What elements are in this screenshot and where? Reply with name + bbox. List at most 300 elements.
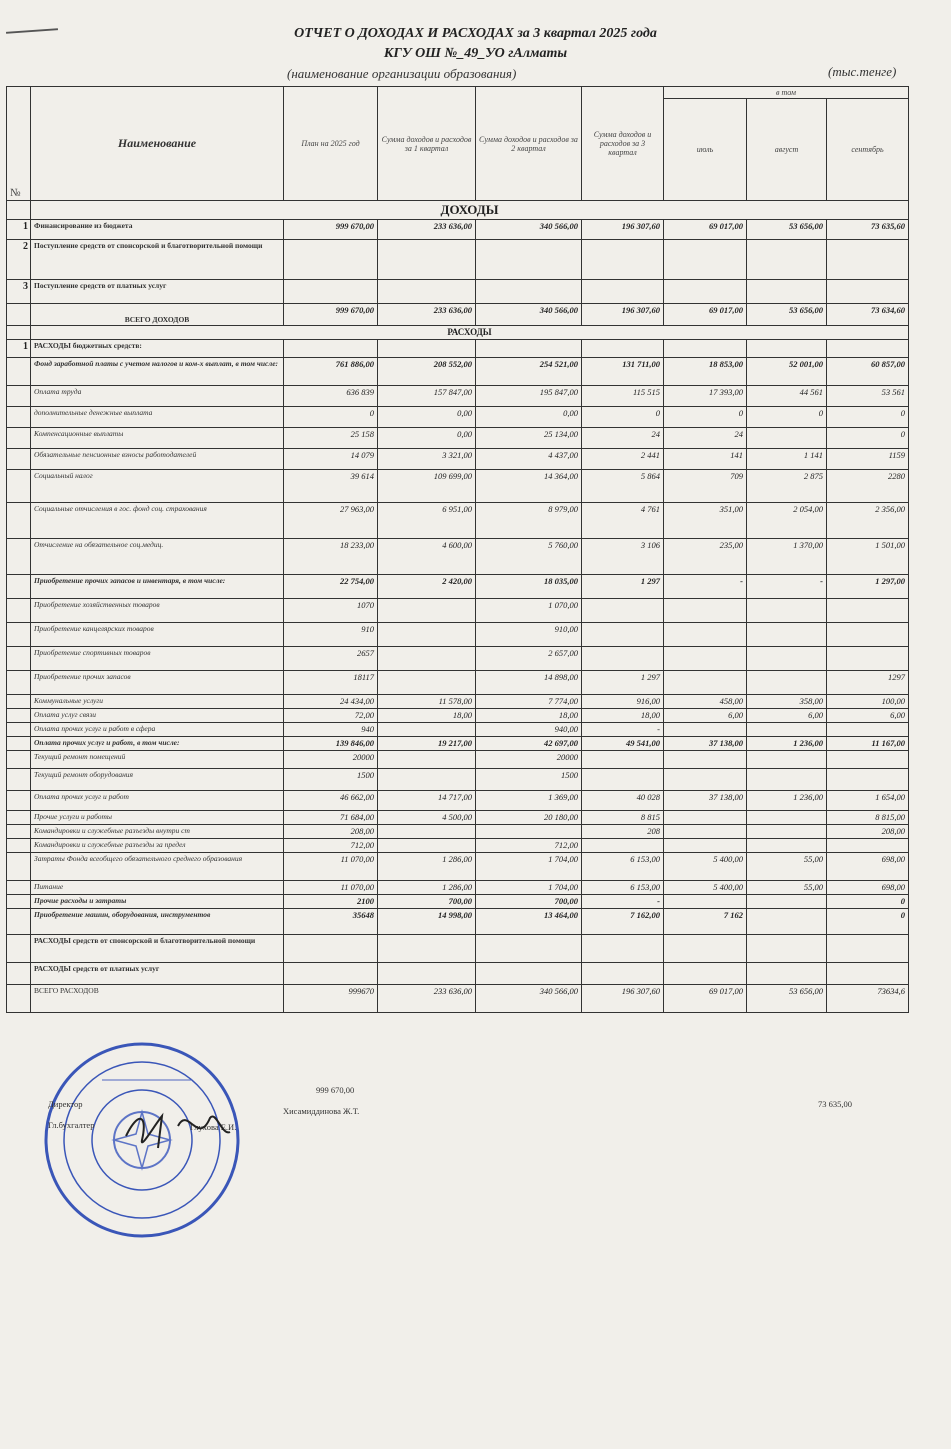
row-name: Оплата услуг связи [31, 709, 284, 723]
report-body [7, 201, 909, 1013]
table-row [7, 599, 909, 623]
value-cell: 13 464,00 [476, 909, 582, 935]
value-cell: 208 [582, 825, 664, 839]
value-cell: 0 [827, 909, 909, 935]
accountant-name: Глухова Е.И. [190, 1122, 237, 1132]
table-row [7, 539, 909, 575]
value-cell: 1 297,00 [827, 575, 909, 599]
value-cell [378, 671, 476, 695]
row-number [7, 428, 31, 449]
value-cell: 24 434,00 [284, 695, 378, 709]
value-cell: 20 180,00 [476, 811, 582, 825]
table-row [7, 811, 909, 825]
value-cell: 7 774,00 [476, 695, 582, 709]
row-number [7, 935, 31, 963]
value-cell: 115 515 [582, 386, 664, 407]
value-cell [827, 240, 909, 280]
row-number [7, 407, 31, 428]
value-cell [582, 647, 664, 671]
value-cell [827, 751, 909, 769]
value-cell: 340 566,00 [476, 220, 582, 240]
value-cell [378, 723, 476, 737]
col-name: Наименование [31, 87, 284, 201]
value-cell: 712,00 [284, 839, 378, 853]
value-cell: 18,00 [582, 709, 664, 723]
value-cell [582, 623, 664, 647]
value-cell: 17 393,00 [664, 386, 747, 407]
table-row [7, 935, 909, 963]
table-row [7, 671, 909, 695]
value-cell: 157 847,00 [378, 386, 476, 407]
table-row [7, 825, 909, 839]
table-row [7, 709, 909, 723]
value-cell: 18 233,00 [284, 539, 378, 575]
value-cell: 700,00 [476, 895, 582, 909]
value-cell: 999 670,00 [284, 220, 378, 240]
value-cell: 100,00 [827, 695, 909, 709]
value-cell: 340 566,00 [476, 985, 582, 1013]
row-number [7, 503, 31, 539]
value-cell: 0,00 [378, 407, 476, 428]
value-cell: 4 500,00 [378, 811, 476, 825]
row-number [7, 769, 31, 791]
value-cell: 208,00 [827, 825, 909, 839]
row-number [7, 839, 31, 853]
value-cell: 2657 [284, 647, 378, 671]
value-cell: 1 704,00 [476, 881, 582, 895]
value-cell [284, 963, 378, 985]
value-cell [378, 769, 476, 791]
value-cell [827, 839, 909, 853]
value-cell [476, 240, 582, 280]
value-cell: 233 636,00 [378, 220, 476, 240]
row-name: Оплата прочих услуг и работ в сфера [31, 723, 284, 737]
value-cell [284, 340, 378, 358]
value-cell: 233 636,00 [378, 985, 476, 1013]
table-row [7, 470, 909, 503]
value-cell: 14 079 [284, 449, 378, 470]
value-cell [747, 240, 827, 280]
value-cell: 109 699,00 [378, 470, 476, 503]
value-cell [827, 963, 909, 985]
value-cell: 46 662,00 [284, 791, 378, 811]
table-row [7, 428, 909, 449]
value-cell: 2 420,00 [378, 575, 476, 599]
table-row [7, 769, 909, 791]
table-row [7, 358, 909, 386]
value-cell [827, 723, 909, 737]
value-cell: 69 017,00 [664, 304, 747, 326]
value-cell [582, 240, 664, 280]
col-september: сентябрь [827, 99, 909, 201]
value-cell: 6 153,00 [582, 853, 664, 881]
value-cell: 37 138,00 [664, 737, 747, 751]
row-name: ВСЕГО РАСХОДОВ [31, 985, 284, 1013]
row-number [7, 449, 31, 470]
value-cell: 1 070,00 [476, 599, 582, 623]
value-cell [664, 647, 747, 671]
value-cell: 37 138,00 [664, 791, 747, 811]
row-number [7, 470, 31, 503]
row-name: Оплата прочих услуг и работ [31, 791, 284, 811]
value-cell [582, 839, 664, 853]
row-name: Текущий ремонт оборудования [31, 769, 284, 791]
section-title: РАСХОДЫ [31, 326, 909, 340]
value-cell: 910,00 [476, 623, 582, 647]
value-cell: 139 846,00 [284, 737, 378, 751]
row-name: Оплата труда [31, 386, 284, 407]
value-cell: 14 998,00 [378, 909, 476, 935]
value-cell: 0 [284, 407, 378, 428]
report-table [6, 86, 909, 1013]
row-number [7, 723, 31, 737]
value-cell: 0 [582, 407, 664, 428]
value-cell [827, 280, 909, 304]
organization-name: КГУ ОШ №_49_УО гАлматы [383, 46, 568, 61]
value-cell: 11 070,00 [284, 881, 378, 895]
value-cell [664, 599, 747, 623]
value-cell [827, 599, 909, 623]
value-cell: 0 [664, 407, 747, 428]
value-cell [582, 751, 664, 769]
value-cell: 351,00 [664, 503, 747, 539]
value-cell: 636 839 [284, 386, 378, 407]
row-number [7, 623, 31, 647]
row-name: Социальные отчисления в гос. фонд соц. страхования [31, 503, 284, 539]
value-cell: 1 704,00 [476, 853, 582, 881]
value-cell [476, 825, 582, 839]
value-cell: 19 217,00 [378, 737, 476, 751]
value-cell: 4 761 [582, 503, 664, 539]
row-number [7, 909, 31, 935]
value-cell [476, 935, 582, 963]
value-cell: 910 [284, 623, 378, 647]
value-cell: 1 370,00 [747, 539, 827, 575]
table-row [7, 407, 909, 428]
table-row [7, 386, 909, 407]
row-number [7, 811, 31, 825]
value-cell: 35648 [284, 909, 378, 935]
value-cell: 53 561 [827, 386, 909, 407]
value-cell: 5 864 [582, 470, 664, 503]
row-name: Приобретение хозяйственных товаров [31, 599, 284, 623]
table-row [7, 909, 909, 935]
row-name: Поступление средств от платных услуг [31, 280, 284, 304]
value-cell [476, 963, 582, 985]
value-cell [582, 769, 664, 791]
row-number [7, 895, 31, 909]
table-row [7, 985, 909, 1013]
value-cell: 25 134,00 [476, 428, 582, 449]
value-cell [378, 340, 476, 358]
director-label: Директор [48, 1099, 83, 1109]
value-cell [664, 623, 747, 647]
value-cell: 72,00 [284, 709, 378, 723]
row-name: Поступление средств от спонсорской и благотворительной помощи [31, 240, 284, 280]
value-cell: 6 951,00 [378, 503, 476, 539]
accountant-label: Гл.бухгалтер [48, 1120, 95, 1130]
value-cell: 1500 [476, 769, 582, 791]
row-name: РАСХОДЫ средств от спонсорской и благотворительной помощи [31, 935, 284, 963]
value-cell: 195 847,00 [476, 386, 582, 407]
row-name: Командировки и служебные разъезды за предел [31, 839, 284, 853]
value-cell [664, 769, 747, 791]
value-cell: 52 001,00 [747, 358, 827, 386]
value-cell: 196 307,60 [582, 985, 664, 1013]
value-cell: 0 [827, 895, 909, 909]
value-cell: 25 158 [284, 428, 378, 449]
organization-caption: (наименование организации образования) [287, 66, 517, 81]
col-q3: Сумма доходов и расходов за 3 квартал [582, 87, 664, 201]
value-cell [664, 839, 747, 853]
row-number [7, 737, 31, 751]
value-cell: 69 017,00 [664, 985, 747, 1013]
table-row [7, 623, 909, 647]
value-cell: 55,00 [747, 853, 827, 881]
value-cell [664, 751, 747, 769]
value-cell [747, 811, 827, 825]
value-cell: 940,00 [476, 723, 582, 737]
row-name: РАСХОДЫ бюджетных средств: [31, 340, 284, 358]
value-cell: 1500 [284, 769, 378, 791]
section-row [7, 201, 909, 220]
row-name: Прочие услуги и работы [31, 811, 284, 825]
row-number [7, 539, 31, 575]
value-cell: 14 364,00 [476, 470, 582, 503]
value-cell: 916,00 [582, 695, 664, 709]
row-name: Приобретение спортивных товаров [31, 647, 284, 671]
row-name: Социальный налог [31, 470, 284, 503]
value-cell: - [664, 575, 747, 599]
value-cell [664, 240, 747, 280]
value-cell [582, 340, 664, 358]
row-number [7, 386, 31, 407]
value-cell: 1 297 [582, 575, 664, 599]
value-cell: 1297 [827, 671, 909, 695]
value-cell [582, 599, 664, 623]
value-cell [747, 428, 827, 449]
value-cell: 40 028 [582, 791, 664, 811]
col-incl: в том [664, 87, 909, 99]
value-cell: 24 [582, 428, 664, 449]
table-row [7, 304, 909, 326]
value-cell: 358,00 [747, 695, 827, 709]
value-cell: 761 886,00 [284, 358, 378, 386]
col-number: № [7, 87, 31, 201]
row-name: Обязательные пенсионные взносы работодателей [31, 449, 284, 470]
value-cell: 11 070,00 [284, 853, 378, 881]
row-number [7, 709, 31, 723]
table-row [7, 280, 909, 304]
table-row [7, 240, 909, 280]
value-cell: 254 521,00 [476, 358, 582, 386]
section-number-cell [7, 201, 31, 220]
value-cell [827, 623, 909, 647]
value-cell: 18 035,00 [476, 575, 582, 599]
table-row [7, 853, 909, 881]
value-cell: 39 614 [284, 470, 378, 503]
value-cell: 141 [664, 449, 747, 470]
value-cell: 3 321,00 [378, 449, 476, 470]
value-cell [378, 623, 476, 647]
value-cell [664, 723, 747, 737]
value-cell [378, 935, 476, 963]
value-cell: 7 162 [664, 909, 747, 935]
value-cell: 5 400,00 [664, 881, 747, 895]
row-name: Фонд заработной платы с учетом налогов и ком-х выплат, в том числе: [31, 358, 284, 386]
value-cell [582, 963, 664, 985]
row-name: Коммунальные услуги [31, 695, 284, 709]
value-cell: 235,00 [664, 539, 747, 575]
row-name: Компенсационные выплаты [31, 428, 284, 449]
value-cell [664, 340, 747, 358]
table-row [7, 340, 909, 358]
col-q2: Сумма доходов и расходов за 2 квартал [476, 87, 582, 201]
value-cell [664, 963, 747, 985]
row-number: 3 [7, 280, 31, 304]
value-cell: 11 167,00 [827, 737, 909, 751]
value-cell: 196 307,60 [582, 220, 664, 240]
value-cell [582, 935, 664, 963]
row-name: Текущий ремонт помещений [31, 751, 284, 769]
value-cell: 5 400,00 [664, 853, 747, 881]
value-cell: 69 017,00 [664, 220, 747, 240]
value-cell: 5 760,00 [476, 539, 582, 575]
value-cell: 20000 [284, 751, 378, 769]
value-cell: 0,00 [378, 428, 476, 449]
value-cell: 1 286,00 [378, 853, 476, 881]
value-cell: 458,00 [664, 695, 747, 709]
row-name: ВСЕГО ДОХОДОВ [31, 304, 284, 326]
value-cell: 42 697,00 [476, 737, 582, 751]
value-cell: 2 054,00 [747, 503, 827, 539]
value-cell [747, 340, 827, 358]
signature-total-right: 73 635,00 [818, 1099, 852, 1109]
value-cell: 2 875 [747, 470, 827, 503]
value-cell [664, 280, 747, 304]
row-number [7, 671, 31, 695]
value-cell [747, 895, 827, 909]
value-cell: 1070 [284, 599, 378, 623]
value-cell: 709 [664, 470, 747, 503]
value-cell [664, 811, 747, 825]
value-cell [827, 935, 909, 963]
table-row [7, 449, 909, 470]
value-cell [747, 280, 827, 304]
row-number [7, 825, 31, 839]
col-july: июль [664, 99, 747, 201]
value-cell: 1 286,00 [378, 881, 476, 895]
col-plan: План на 2025 год [284, 87, 378, 201]
value-cell: 6 153,00 [582, 881, 664, 895]
value-cell: 55,00 [747, 881, 827, 895]
row-number [7, 358, 31, 386]
value-cell: 1159 [827, 449, 909, 470]
row-number: 1 [7, 340, 31, 358]
value-cell [284, 280, 378, 304]
value-cell: 1 236,00 [747, 737, 827, 751]
value-cell: 14 898,00 [476, 671, 582, 695]
director-name: Хисамиддинова Ж.Т. [283, 1106, 360, 1116]
value-cell [827, 769, 909, 791]
row-name: Командировки и служебные разъезды внутри ст [31, 825, 284, 839]
value-cell: 71 684,00 [284, 811, 378, 825]
value-cell: 18,00 [476, 709, 582, 723]
value-cell: 2 356,00 [827, 503, 909, 539]
table-row [7, 575, 909, 599]
value-cell [378, 963, 476, 985]
value-cell [747, 671, 827, 695]
value-cell: 14 717,00 [378, 791, 476, 811]
row-number [7, 985, 31, 1013]
value-cell: 24 [664, 428, 747, 449]
value-cell: 2100 [284, 895, 378, 909]
value-cell: 53 656,00 [747, 220, 827, 240]
table-row [7, 751, 909, 769]
value-cell: 0 [827, 407, 909, 428]
value-cell: - [582, 723, 664, 737]
row-name: Приобретение машин, оборудования, инструментов [31, 909, 284, 935]
value-cell [747, 623, 827, 647]
value-cell [378, 240, 476, 280]
row-number [7, 599, 31, 623]
row-number [7, 791, 31, 811]
row-name: Прочие расходы и затраты [31, 895, 284, 909]
value-cell: 340 566,00 [476, 304, 582, 326]
value-cell: 698,00 [827, 853, 909, 881]
value-cell: 131 711,00 [582, 358, 664, 386]
value-cell [284, 240, 378, 280]
value-cell [664, 935, 747, 963]
value-cell [378, 647, 476, 671]
value-cell: 2280 [827, 470, 909, 503]
value-cell [378, 825, 476, 839]
row-name: РАСХОДЫ средств от платных услуг [31, 963, 284, 985]
row-name: дополнительные денежные выплата [31, 407, 284, 428]
row-number [7, 881, 31, 895]
row-name: Затраты Фонда всеобщего обязательного среднего образования [31, 853, 284, 881]
value-cell [747, 825, 827, 839]
value-cell: 712,00 [476, 839, 582, 853]
value-cell: 940 [284, 723, 378, 737]
col-q1: Сумма доходов и расходов за 1 квартал [378, 87, 476, 201]
value-cell: 8 815,00 [827, 811, 909, 825]
value-cell: 73 635,60 [827, 220, 909, 240]
row-name: Оплата прочих услуг и работ, в том числе: [31, 737, 284, 751]
value-cell: 6,00 [664, 709, 747, 723]
value-cell [747, 751, 827, 769]
value-cell: 27 963,00 [284, 503, 378, 539]
table-row [7, 895, 909, 909]
value-cell: 4 437,00 [476, 449, 582, 470]
table-row [7, 695, 909, 709]
value-cell: 698,00 [827, 881, 909, 895]
value-cell [378, 599, 476, 623]
value-cell: 11 578,00 [378, 695, 476, 709]
value-cell: 208 552,00 [378, 358, 476, 386]
value-cell: 3 106 [582, 539, 664, 575]
value-cell [664, 825, 747, 839]
value-cell: 700,00 [378, 895, 476, 909]
value-cell: 4 600,00 [378, 539, 476, 575]
section-row [7, 326, 909, 340]
value-cell: 0 [827, 428, 909, 449]
row-number [7, 751, 31, 769]
value-cell: 18,00 [378, 709, 476, 723]
value-cell [747, 599, 827, 623]
value-cell: 7 162,00 [582, 909, 664, 935]
value-cell [747, 839, 827, 853]
